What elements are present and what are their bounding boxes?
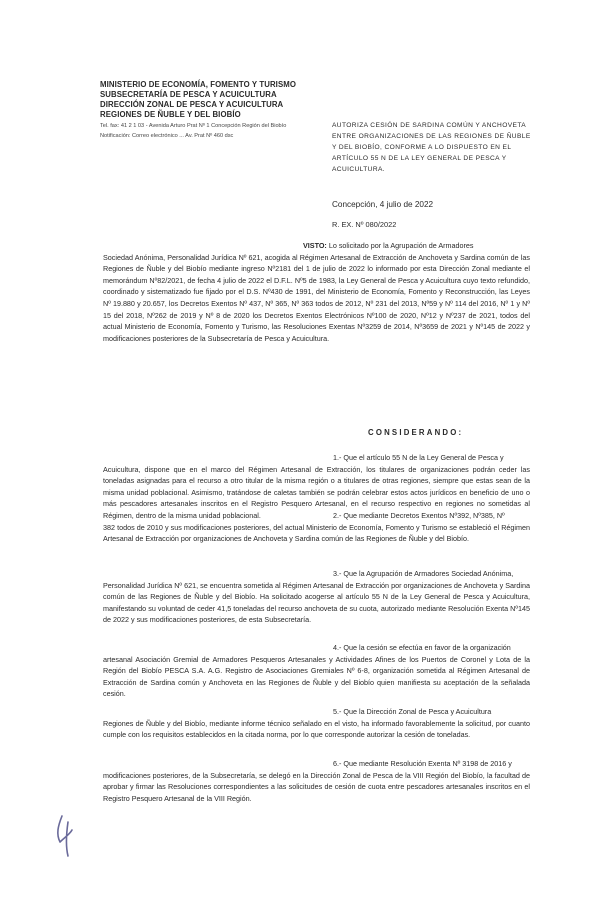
visto-paragraph [103, 240, 530, 344]
address-line-2: Notificación: Correo electrónico ... Av. Prat Nº 460 dsc [100, 133, 234, 139]
considerando-5-first-line: 5.- Que la Dirección Zonal de Pesca y Acuicultura [333, 707, 492, 716]
considerando-2-body: 382 todos de 2010 y sus modificaciones posteriores, del actual Ministerio de Economía, Fomento y Turismo se estableció el Régimen Artesanal de Extracción por organizaciones de Anchoveta y Sardina común de las Regiones de Ñuble y del Biobío. [103, 522, 530, 544]
subsecretaria-line: SUBSECRETARÍA DE PESCA Y ACUICULTURA [100, 90, 277, 99]
address-line-1: Tel. fax: 41 2 1 03 - Avenida Arturo Prat Nº 1 Concepción Región del Biobío [100, 123, 287, 129]
visto-body: Sociedad Anónima, Personalidad Jurídica Nº 621, acogida al Régimen Artesanal de Extracción de Anchoveta y Sardina común de las Regiones de Ñuble y del Biobío mediante ingreso Nº2181 del 1 de julio de 2022 lo informado por esta Dirección Zonal mediante el memorándum Nº82/2021, de fecha 4 julio de 2022 el D.F.L. Nº5 de 1983, la Ley General de Pesca y Acuicultura cuyo texto refundido, coordinado y sistematizado fue fijado por el D.S. Nº430 de 1991, del Ministerio de Economía, Fomento y Reconstrucción, las Leyes Nº 19.880 y 20.657, los Decretos Exentos Nº 437, Nº 365, Nº 363 todos de 2012, Nº 231 del 2013, Nº59 y Nº 114 del 2016, Nº 1 y Nº 15 del 2018, Nº262 de 2019 y Nº 8 de 2020 los Decretos Exentos Electrónicos Nº100 de 2020, Nº12 y Nº237 de 2021, todos del actual Ministerio de Economía, Fomento y Turismo, las Resoluciones Exentas Nº3259 de 2014, Nº3659 de 2021 y Nº145 de 2022 y modificaciones posteriores de la Subsecretaría de Pesca y Acuicultura. [103, 252, 530, 343]
considerando-6 [103, 758, 530, 804]
considerando-title: CONSIDERANDO: [368, 428, 464, 437]
considerando-3-body: Personalidad Jurídica Nº 621, se encuentra sometida al Régimen Artesanal de Extracción por organizaciones de Anchoveta y Sardina común de las Regiones de Ñuble y del Biobío. Ha solicitado acogerse al artículo 55 N de la Ley General de Pesca y Acuicultura, manifestando su voluntad de ceder 41,5 toneladas del recurso anchoveta de su cuota, autorizado mediante Resolución Exenta Nº145 de 2022 y sus modificaciones posteriores, de esta Subsecretaría. [103, 580, 530, 625]
considerando-4-body: artesanal Asociación Gremial de Armadores Pesqueros Artesanales y Actividades Afines de los Puertos de Coronel y Lota de la Región del Biobío PESCA S.A. A.G. Registro de Asociaciones Gremiales Nº 6-8, organización sometida al Régimen Artesanal de Extracción de Sardina común y Anchoveta en las Regiones de Ñuble y del Biobío quien manifiesta su aceptación de la señalada cesión. [103, 654, 530, 699]
regions-line: REGIONES DE ÑUBLE Y DEL BIOBÍO [100, 110, 241, 119]
considerando-1-body: Acuicultura, dispone que en el marco del Régimen Artesanal de Extracción, los titulares de organizaciones podrán ceder las toneladas asignadas para el recurso a otro titular de la misma región o a titulares de otras regiones, siempre que estas sean de la misma unidad poblacional. Asimismo, tratándose de caletas también se podrán celebrar estos actos jurídicos en beneficio de uno o más pescadores artesanales inscritos en el Registro Pesquero Artesanal, en el recurso respectivo en regiones no sometidas al Régimen, dentro de la misma unidad poblacional. [103, 464, 530, 520]
considerando-3 [103, 568, 530, 626]
considerando-2 [103, 510, 530, 545]
considerando-5-body: Regiones de Ñuble y del Biobío, mediante informe técnico señalado en el visto, ha informado favorablemente la solicitud, por cuanto cumple con los requisitos establecidos en la citada norma, por lo que corresponde autorizar la cesión de toneladas. [103, 718, 530, 740]
considerando-3-first-line: 3.- Que la Agrupación de Armadores Sociedad Anónima, [333, 569, 514, 578]
considerando-4-first-line: 4.- Que la cesión se efectúa en favor de la organización [333, 643, 511, 652]
visto-label: VISTO: [303, 241, 327, 250]
considerando-1-first-line: 1.- Que el artículo 55 N de la Ley General de Pesca y [333, 453, 504, 462]
considerando-5 [103, 706, 530, 741]
considerando-4 [103, 642, 530, 700]
handwritten-scribble-icon [52, 812, 82, 860]
letterhead [100, 80, 330, 140]
ministry-line: MINISTERIO DE ECONOMÍA, FOMENTO Y TURISMO [100, 80, 297, 89]
considerando-6-body: modificaciones posteriores, de la Subsecretaría, se delegó en la Dirección Zonal de Pesca de la VIII Región del Biobío, la facultad de aprobar y firmar las Resoluciones correspondientes a las solicitudes de cesión de cuota entre pescadores artesanales inscritos en el Registro Pesquero Artesanal de la VIII Región. [103, 770, 530, 803]
direccion-zonal-line: DIRECCIÓN ZONAL DE PESCA Y ACUICULTURA [100, 100, 284, 109]
resolution-subject: AUTORIZA CESIÓN DE SARDINA COMÚN Y ANCHOVETA ENTRE ORGANIZACIONES DE LAS REGIONES DE ÑUBLE Y DEL BIOBÍO, CONFORME A LO DISPUESTO EN EL ARTÍCULO 55 N DE LA LEY GENERAL DE PESCA Y ACUICULTURA. [332, 122, 531, 173]
visto-intro: Lo solicitado por la Agrupación de Armadores [328, 241, 474, 250]
considerando-6-first-line: 6.- Que mediante Resolución Exenta Nº 3198 de 2016 y [333, 759, 512, 768]
considerando-2-first-line: 2.- Que mediante Decretos Exentos Nº392, Nº385, Nº [333, 511, 505, 520]
resolution-number: R. EX. Nº 080/2022 [332, 220, 397, 229]
document-date: Concepción, 4 julio de 2022 [332, 200, 434, 209]
